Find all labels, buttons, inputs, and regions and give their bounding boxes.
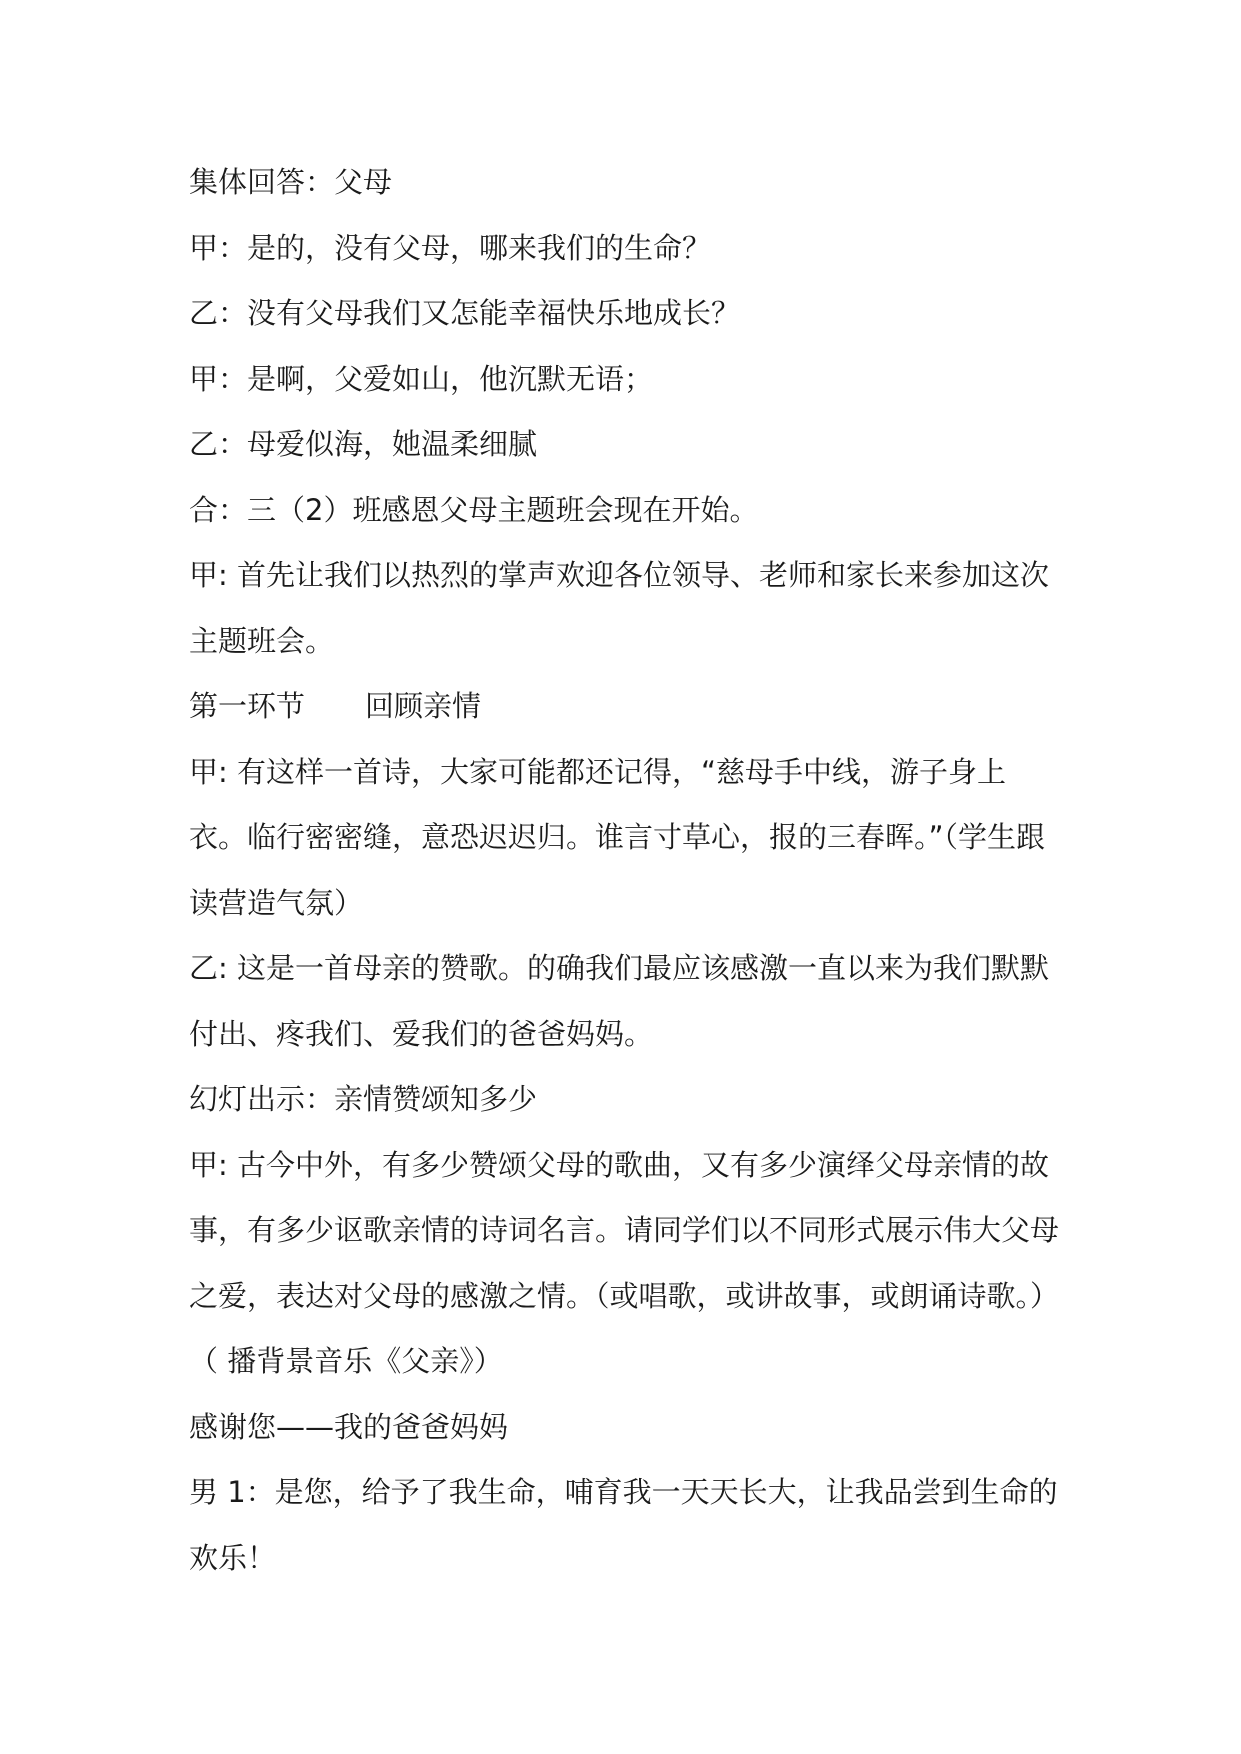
paragraph: 幻灯出示：亲情赞颂知多少 (189, 1082, 538, 1116)
paragraph: 甲: 有这样一首诗，大家可能都还记得，“慈母手中线，游子身上衣。临行密密缝，意恐迟迟归。谁言寸草心，报的三春晖。”（学生跟读营造气氛） (189, 754, 1046, 920)
paragraph: 男 1：是您，给予了我生命，哺育我一天天长大，让我品尝到生命的欢乐！ (189, 1475, 1058, 1575)
document-body (189, 150, 1059, 1591)
paragraph: 乙: 这是一首母亲的赞歌。的确我们最应该感激一直以来为我们默默付出、疼我们、爱我们的爸爸妈妈。 (189, 951, 1049, 1051)
paragraph: 甲: 古今中外，有多少赞颂父母的歌曲，又有多少演绎父母亲情的故事，有多少讴歌亲情的诗词名言。请同学们以不同形式展示伟大父母之爱，表达对父母的感激之情。（或唱歌，或讲故事，或朗诵诗歌。） (189, 1147, 1060, 1313)
section-number: 第一环节 (189, 689, 306, 723)
paragraph: 甲: 首先让我们以热烈的掌声欢迎各位领导、老师和家长来参加这次主题班会。 (189, 558, 1049, 658)
paragraph: 集体回答：父母 (189, 165, 393, 199)
paragraph: 合：三（2）班感恩父母主题班会现在开始。 (189, 492, 759, 527)
paragraph: 乙：没有父母我们又怎能幸福快乐地成长？ (189, 296, 741, 330)
paragraph: 乙：母爱似海，她温柔细腻 (189, 427, 538, 461)
paragraph: 甲：是啊，父爱如山，他沉默无语； (189, 361, 654, 396)
paragraph: 感谢您——我的爸爸妈妈 (189, 1409, 509, 1444)
section-title: 回顾亲情 (365, 689, 482, 723)
paragraph: （ 播背景音乐《父亲》） (189, 1344, 503, 1378)
paragraph: 甲：是的，没有父母，哪来我们的生命？ (189, 230, 712, 265)
section-heading (189, 674, 1059, 740)
